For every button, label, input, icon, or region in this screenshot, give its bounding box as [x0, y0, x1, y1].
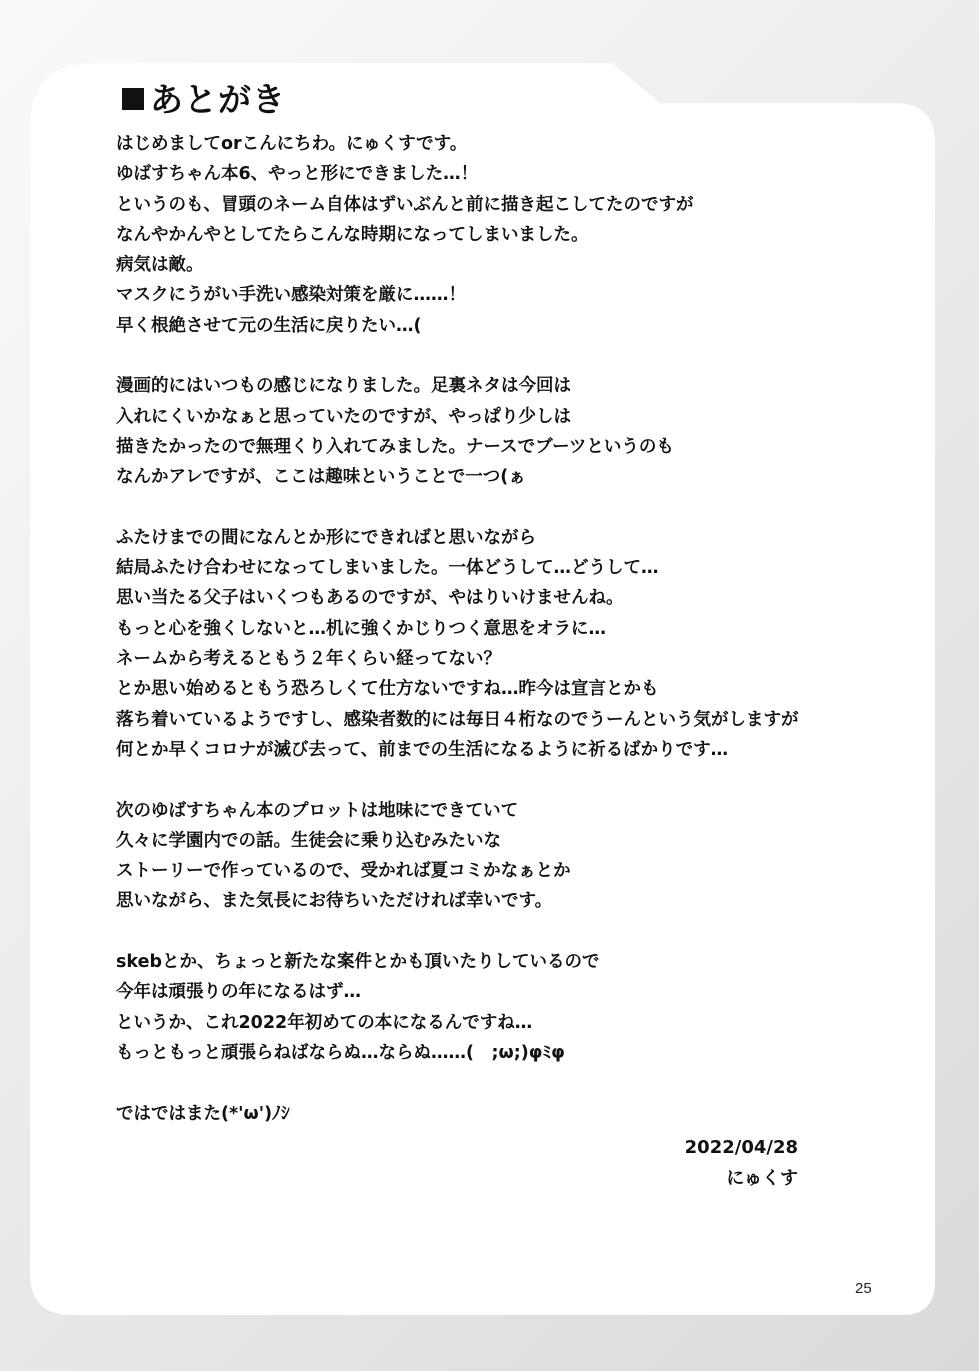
- text-line: はじめましてorこんにちわ。にゅくすです。: [116, 134, 468, 154]
- text-line: もっともっと頑張らねばならぬ…ならぬ……( ;ω;)φﾐφ: [116, 1042, 565, 1063]
- paragraph-gap: [116, 1068, 876, 1098]
- text-line: 何とか早くコロナが滅び去って、前までの生活になるように祈るばかりです…: [116, 739, 729, 760]
- signature-block: [685, 1132, 798, 1194]
- text-line: 早く根絶させて元の生活に戻りたい…(: [116, 315, 422, 336]
- text-line: とか思い始めるともう恐ろしくて仕方ないですね…昨今は宣言とかも: [116, 679, 659, 700]
- text-line: 思い当たる父子はいくつもあるのですが、やはりいけませんね。: [116, 588, 624, 609]
- afterword-body: [116, 129, 876, 1129]
- page-number: 25: [855, 1280, 872, 1297]
- text-line: 次のゆばすちゃん本のプロットは地味にできていて: [116, 800, 519, 821]
- text-line: ネームから考えるともう２年くらい経ってない？: [116, 649, 501, 670]
- text-line: なんやかんやとしてたらこんな時期になってしまいました。: [116, 224, 589, 245]
- page-title: [122, 78, 286, 122]
- text-line: ゆばすちゃん本6、やっと形にできました…！: [116, 164, 479, 185]
- text-line: skebとか、ちょっと新たな案件とかも頂いたりしているので: [116, 952, 600, 973]
- text-line: 漫画的にはいつもの感じになりました。足裏ネタは今回は: [116, 376, 571, 397]
- text-line: なんかアレですが、ここは趣味ということで一つ(ぁ: [116, 467, 526, 488]
- square-bullet-icon: [122, 88, 144, 110]
- text-line: 落ち着いているようですし、感染者数的には毎日４桁なのでうーんという気がしますが: [116, 709, 799, 730]
- text-line: 入れにくいかなぁと思っていたのですが、やっぱり少しは: [116, 406, 571, 427]
- paragraph-gap: [116, 341, 876, 371]
- text-line: ストーリーで作っているので、受かれば夏コミかなぁとか: [116, 861, 571, 882]
- text-line: 久々に学園内での話。生徒会に乗り込むみたいな: [116, 830, 501, 851]
- paragraph-gap: [116, 917, 876, 947]
- signature-author: にゅくす: [726, 1168, 798, 1189]
- signature-date: 2022/04/28: [684, 1137, 798, 1158]
- text-line: 今年は頑張りの年になるはず…: [116, 982, 361, 1003]
- text-line: ではではまた(*'ω')ﾉｼ: [116, 1103, 290, 1124]
- text-line: 結局ふたけ合わせになってしまいました。一体どうして…どうして…: [116, 558, 659, 579]
- paragraph-gap: [116, 493, 876, 523]
- paragraph-gap: [116, 765, 876, 795]
- title-text: あとがき: [150, 80, 286, 119]
- text-line: 描きたかったので無理くり入れてみました。ナースでブーツというのも: [116, 436, 674, 457]
- text-line: マスクにうがい手洗い感染対策を厳に……！: [116, 285, 466, 306]
- text-line: もっと心を強くしないと…机に強くかじりつく意思をオラに…: [116, 618, 606, 639]
- text-line: というか、これ2022年初めての本になるんですね…: [116, 1012, 533, 1033]
- text-line: というのも、冒頭のネーム自体はずいぶんと前に描き起こしてたのですが: [116, 194, 694, 215]
- text-line: 思いながら、また気長にお待ちいただければ幸いです。: [116, 891, 553, 912]
- text-line: ふたけまでの間になんとか形にできればと思いながら: [116, 527, 536, 548]
- text-line: 病気は敵。: [116, 255, 204, 276]
